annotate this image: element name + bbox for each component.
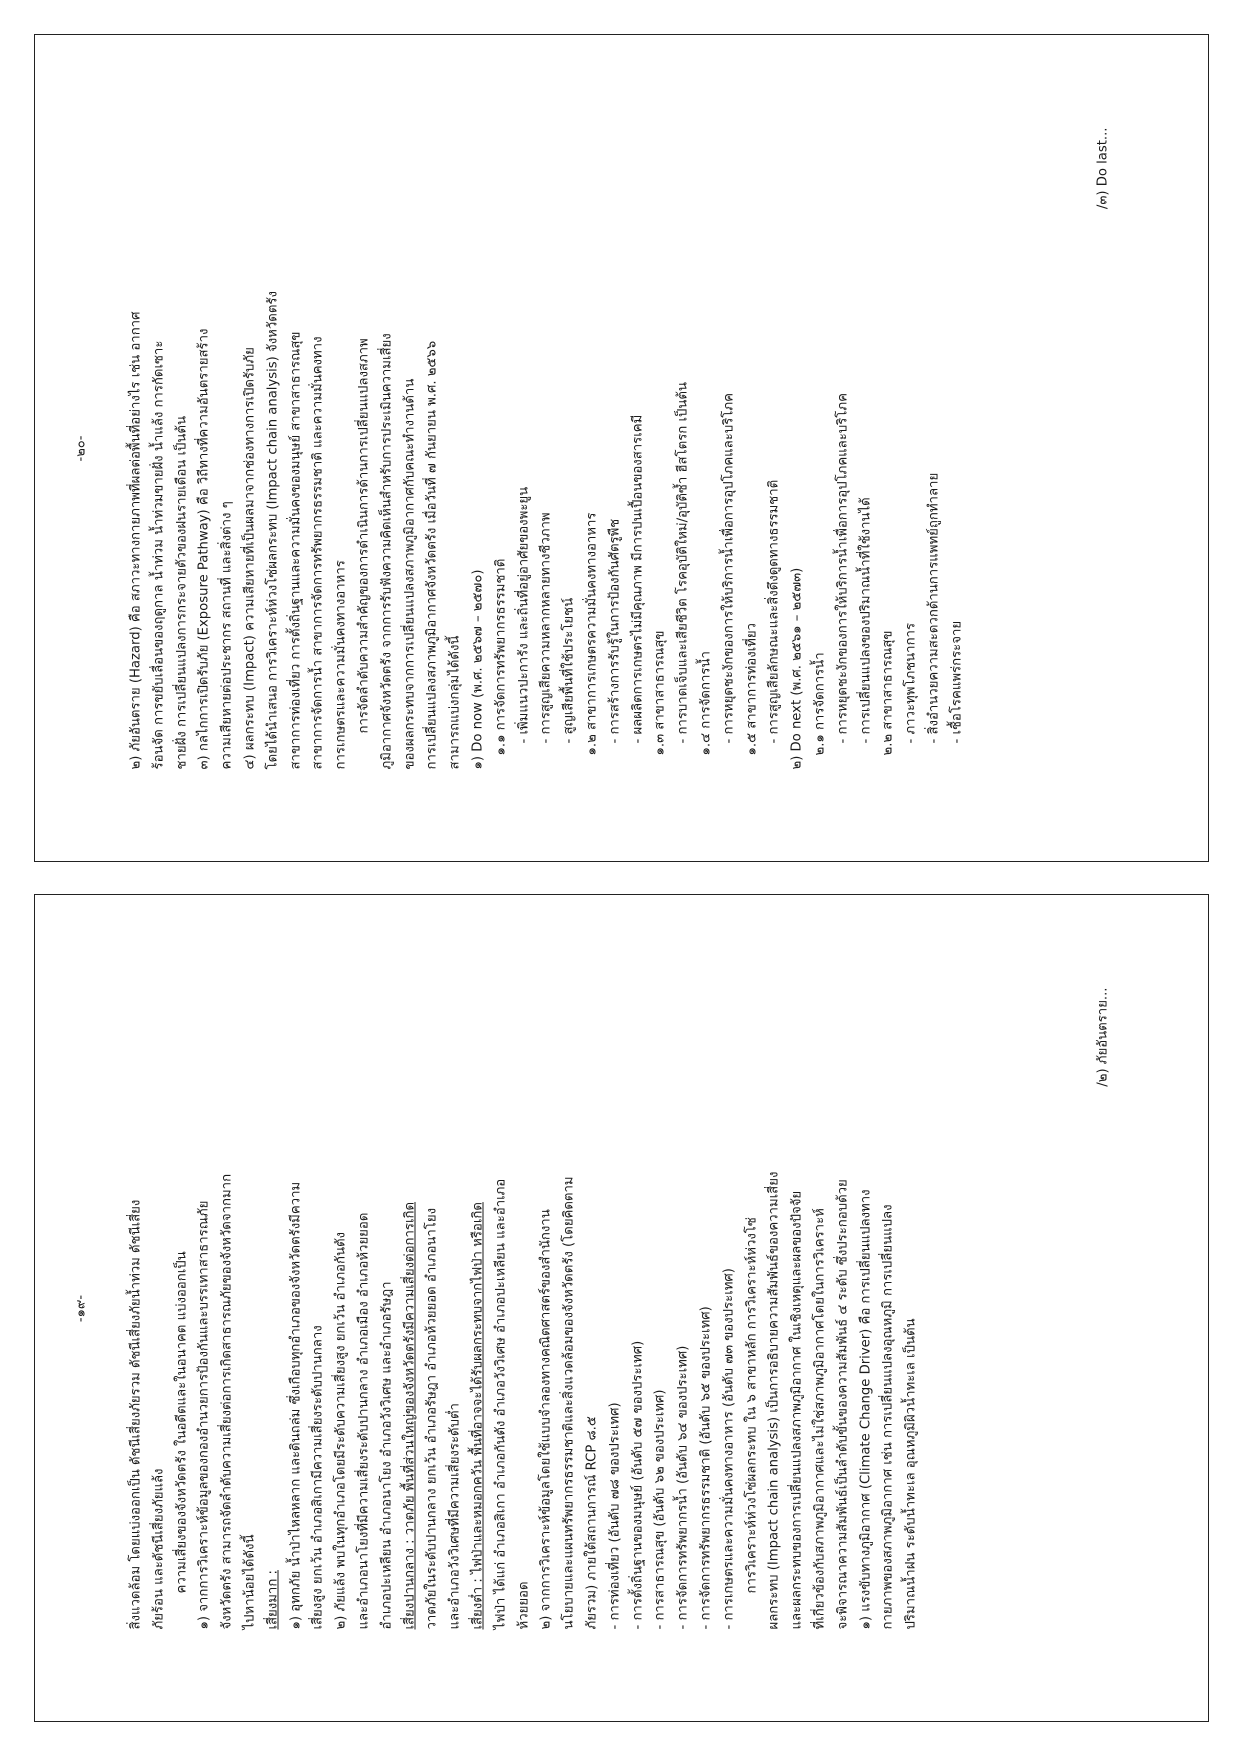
text-line: การจัดลำดับความสำคัญของการดำเนินการด้านการเปลี่ยนแปลงสภาพ [355, 337, 371, 733]
text-line: - เพิ่มแนวปะการัง และถิ่นที่อยู่อาศัยของพะยูน [515, 486, 531, 743]
text-line: ๓) กลไกการเปิดรับภัย (Exposure Pathway) คือ วิถีทางที่ความอันตรายสร้าง [196, 328, 212, 769]
text-line: สามารถแบ่งกลุ่มได้ดังนี้ [447, 635, 463, 769]
text-line: ๑.๕ สาขาการท่องเที่ยว [743, 622, 759, 755]
text-line: ๒) ภัยแล้ง พบในทุกอำเภอโดยมีระดับความเสี่ยงสูง ยกเว้น อำเภอกันตัง [333, 1231, 349, 1629]
text-line: กายภาพของสภาพภูมิอากาศ เช่น การเปลี่ยนแปลงอุณหภูมิ การเปลี่ยนแปลง [880, 1203, 896, 1629]
text-line: ไฟป่า ได้แก่ อำเภอสิเกา อำเภอกันตัง อำเภอวังวิเศษ อำเภอปะเหลียน และอำเภอ [492, 1178, 508, 1629]
text-line: ๔) ผลกระทบ (Impact) ความเสียหายที่เป็นผลมาจากช่องทางการเปิดรับภัย [241, 346, 257, 769]
page-number: -๒๐- [73, 435, 88, 461]
text-line: ๑.๑ การจัดการทรัพยากรธรรมชาติ [492, 558, 508, 755]
text-line: ๒) จากการวิเคราะห์ข้อมูลโดยใช้แบบจำลองทางคณิตศาสตร์ของสำนักงาน [538, 1208, 554, 1629]
text-line: - การสูญเสียลักษณะและสิ่งดึงดูดทางธรรมชาติ [766, 479, 782, 743]
text-line: และอำเภอวังวิเศษที่มีความเสี่ยงระดับต่ำ [447, 1402, 463, 1629]
text-line: ห้วยยอด [515, 1580, 531, 1629]
text-line: ปริมาณน้ำฝน ระดับน้ำทะเล อุณหภูมิผิวน้ำทะเล เป็นต้น [903, 1317, 919, 1629]
text-line: - สิ่งอำนวยความสะดวกด้านการแพทย์ถูกทำลาย [925, 472, 941, 743]
text-line: โดยได้นำเสนอ การวิเคราะห์ห่วงโซ่ผลกระทบ (Impact chain analysis) จังหวัดตรัง [264, 290, 280, 769]
text-line: การเกษตรและความมั่นคงทางอาหาร [333, 559, 349, 769]
text-line: สาขาการจัดการน้ำ สาขาการจัดการทรัพยากรธรรมชาติ และความมั่นคงทาง [310, 335, 326, 769]
text-line: การเปลี่ยนแปลงสภาพภูมิอากาศจังหวัดตรัง เมื่อวันที่ ๗ กันยายน พ.ศ. ๒๕๖๖ [424, 340, 440, 769]
text-line: เสี่ยงสูง ยกเว้น อำเภอสิเกามีความเสี่ยงระดับปานกลาง [310, 1324, 326, 1629]
text-line: - การสูญเสียความหลากหลายทางชีวภาพ [538, 511, 554, 743]
text-line: - การหยุดชะงักของการให้บริการน้ำเพื่อการอุปโภคและบริโภค [834, 392, 850, 743]
text-line: ชายฝั่ง การเปลี่ยนแปลงการกระจายตัวของฝนรายเดือน เป็นต้น [173, 415, 189, 769]
text-line: ผลกระทบ (Impact chain analysis) เป็นการอธิบายความสัมพันธ์ของความเสี่ยง [766, 1171, 782, 1629]
text-line: ๑) Do now (พ.ศ. ๒๕๖๗ – ๒๕๗๐) [469, 568, 485, 769]
text-line: - สูญเสียพื้นที่ใช้ประโยชน์ [561, 597, 577, 743]
text-line: ๑.๒ สาขาการเกษตรความมั่นคงทางอาหาร [583, 512, 599, 755]
text-line: ๒.๒ สาขาสาธารณสุข [880, 630, 896, 755]
page-20-panel [34, 34, 1209, 862]
text-line: - การสร้างการรับรู้ในการป้องกันศัตรูพืช [606, 518, 622, 743]
text-line: ของผลกระทบจากการเปลี่ยนแปลงสภาพภูมิอากาศกับคณะทำงานด้าน [401, 378, 417, 769]
text-line: ๑) อุทกภัย น้ำป่าไหลหลาก และดินถล่ม ซึ่งเกือบทุกอำเภอของจังหวัดตรังมีความ [287, 1181, 303, 1629]
text-line: สาขาการท่องเที่ยว การตั้งถิ่นฐานและความมั่นคงของมนุษย์ สาขาสาธารณสุข [287, 331, 303, 769]
page-number: -๑๙- [73, 1294, 88, 1322]
text-line: - การตั้งถิ่นฐานของมนุษย์ (อันดับ ๕๗ ของประเทศ) [629, 1340, 645, 1629]
text-line: จะพิจารณาความสัมพันธ์เป็นลำดับขั้นของความสัมพันธ์ ๔ ระดับ ซึ่งประกอบด้วย [834, 1178, 850, 1629]
text-line: ภัยรวม) ภายใต้สถานการณ์ RCP ๘.๕ [583, 1415, 599, 1629]
text-line: อำเภอปะเหลียน อำเภอนาโยง อำเภอวังวิเศษ และอำเภอรัษฎา [378, 1280, 394, 1629]
text-line: ๒) ภัยอันตราย (Hazard) คือ สภาวะทางกายภาพที่ผลต่อพื้นที่อย่างไร เช่น อากาศ [128, 311, 143, 769]
text-line: ๑) จากการวิเคราะห์ข้อมูลของกองอำนวยการป้องกันและบรรเทาสาธารณภัย [196, 1200, 212, 1629]
text-line: - การจัดการทรัพยากรน้ำ (อันดับ ๖๔ ของประเทศ) [675, 1345, 691, 1629]
page-19-body [125, 959, 923, 1629]
text-line: ความเสียหายต่อประชากร สถานที่ และสิ่งต่าง ๆ [219, 500, 235, 769]
text-line: - การท่องเที่ยว (อันดับ ๗๘ ของประเทศ) [606, 1401, 622, 1629]
text-line: ร้อนจัด การขยับเลื่อนของฤดูกาล น้ำท่วม น้ำท่วมขายฝั่ง น้ำแล้ง การกัดเซาะ [150, 340, 166, 769]
text-line: วาตภัยในระดับปานกลาง ยกเว้น อำเภอรัษฎา อำเภอห้วยยอด อำเภอนาโยง [424, 1207, 440, 1629]
text-line: ๑) แรงขับทางภูมิอากาศ (Climate Change Driver) คือ การเปลี่ยนแปลงทาง [857, 1188, 873, 1629]
page-19-panel [34, 894, 1209, 1722]
text-line: - การหยุดชะงักของการให้บริการน้ำเพื่อการอุปโภคและบริโภค [720, 392, 736, 743]
text-line: และอำเภอนาโยงที่มีความเสี่ยงระดับปานกลาง อำเภอเมือง อำเภอห้วยยอด [355, 1212, 371, 1629]
text-line: นโยบายและแผนทรัพยากรธรรมชาติและสิ่งแวดล้อมของจังหวัดตรัง (โดยคิดตาม [561, 1175, 577, 1629]
page-20-body [125, 99, 968, 769]
text-line: ๒.๑ การจัดการน้ำ [811, 651, 827, 755]
text-line: การวิเคราะห์ห่วงโซ่ผลกระทบ ใน ๖ สาขาหลัก การวิเคราะห์ห่วงโซ่ [743, 1216, 759, 1593]
page-19-content [35, 895, 1208, 1721]
text-line: - เชื้อโรคแพร่กระจาย [948, 620, 964, 743]
text-line: - การเกษตรและความมั่นคงทางอาหาร (อันดับ ๗๓ ของประเทศ) [720, 1267, 736, 1629]
text-line: เสี่ยงปานกลาง : วาตภัย พื้นที่ส่วนใหญ่ของจังหวัดตรังมีความเสี่ยงต่อการเกิด [401, 1201, 417, 1629]
text-line: - การเปลี่ยนแปลงของปริมาณน้ำที่ใช้งานได้ [857, 496, 873, 743]
text-line: ภัยร้อน และดัชนีเสี่ยงภัยแล้ง [150, 1468, 166, 1629]
text-line: ความเสี่ยงของจังหวัดตรัง ในอดีตและในอนาคต แบ่งออกเป็น [173, 1250, 189, 1593]
text-line: และผลกระทบของการเปลี่ยนแปลงสภาพภูมิอากาศ ในเชิงเหตุและผลของปัจจัย [789, 1190, 805, 1629]
text-line: ภูมิอากาศจังหวัดตรัง จากการรับฟังความคิดเห็นสำหรับการประเมินความเสี่ยง [378, 332, 394, 769]
text-line: - ผลผลิตการเกษตรไม่มีคุณภาพ มีการปนเปื้อนของสารเคมี [629, 414, 645, 743]
text-line: จังหวัดตรัง สามารถจัดลำดับความเสี่ยงต่อการเกิดสาธารณภัยของจังหวัดจากมาก [219, 1173, 235, 1629]
text-line: ๑.๓ สาขาสาธารณสุข [652, 630, 668, 755]
text-line: - ภาวะทุพโภชนาการ [903, 622, 919, 743]
text-line: ที่เกี่ยวข้องกับสภาพภูมิอากาศและไม่ใช่สภาพภูมิอากาศโดยในการวิเคราะห์ [811, 1207, 827, 1629]
text-line: - การบาดเจ็บและเสียชีวิต โรคอุบัติใหม่/อุบัติซ้ำ ฮีสโตรก เป็นต้น [675, 381, 691, 743]
text-line: เสี่ยงมาก : [264, 1569, 280, 1629]
text-line: - การจัดการทรัพยากรธรรมชาติ (อันดับ ๖๕ ของประเทศ) [697, 1305, 713, 1629]
text-line: ไปหาน้อยได้ดังนี้ [241, 1534, 257, 1629]
continuation-note: /๒) ภัยอันตราย... [1095, 987, 1110, 1087]
page-20-content [35, 35, 1208, 861]
text-line: - การสาธารณสุข (อันดับ ๖๒ ของประเทศ) [652, 1389, 668, 1629]
text-line: สิ่งแวดล้อม โดยแบ่งออกเป็น ดัชนีเสี่ยงภัยรวม ดัชนีเสี่ยงภัยน้ำท่วม ดัชนีเสี่ยง [128, 1199, 143, 1629]
text-line: เสี่ยงต่ำ : ไฟป่าและหมอกควัน พื้นที่อาจจะได้รับผลกระทบจากไฟป่า หรือเกิด [469, 1201, 485, 1629]
text-line: ๑.๔ การจัดการน้ำ [697, 650, 713, 755]
text-line: ๒) Do next (พ.ศ. ๒๕๖๑ – ๒๕๗๓) [789, 567, 805, 769]
continuation-note: /๓) Do last... [1095, 127, 1110, 209]
